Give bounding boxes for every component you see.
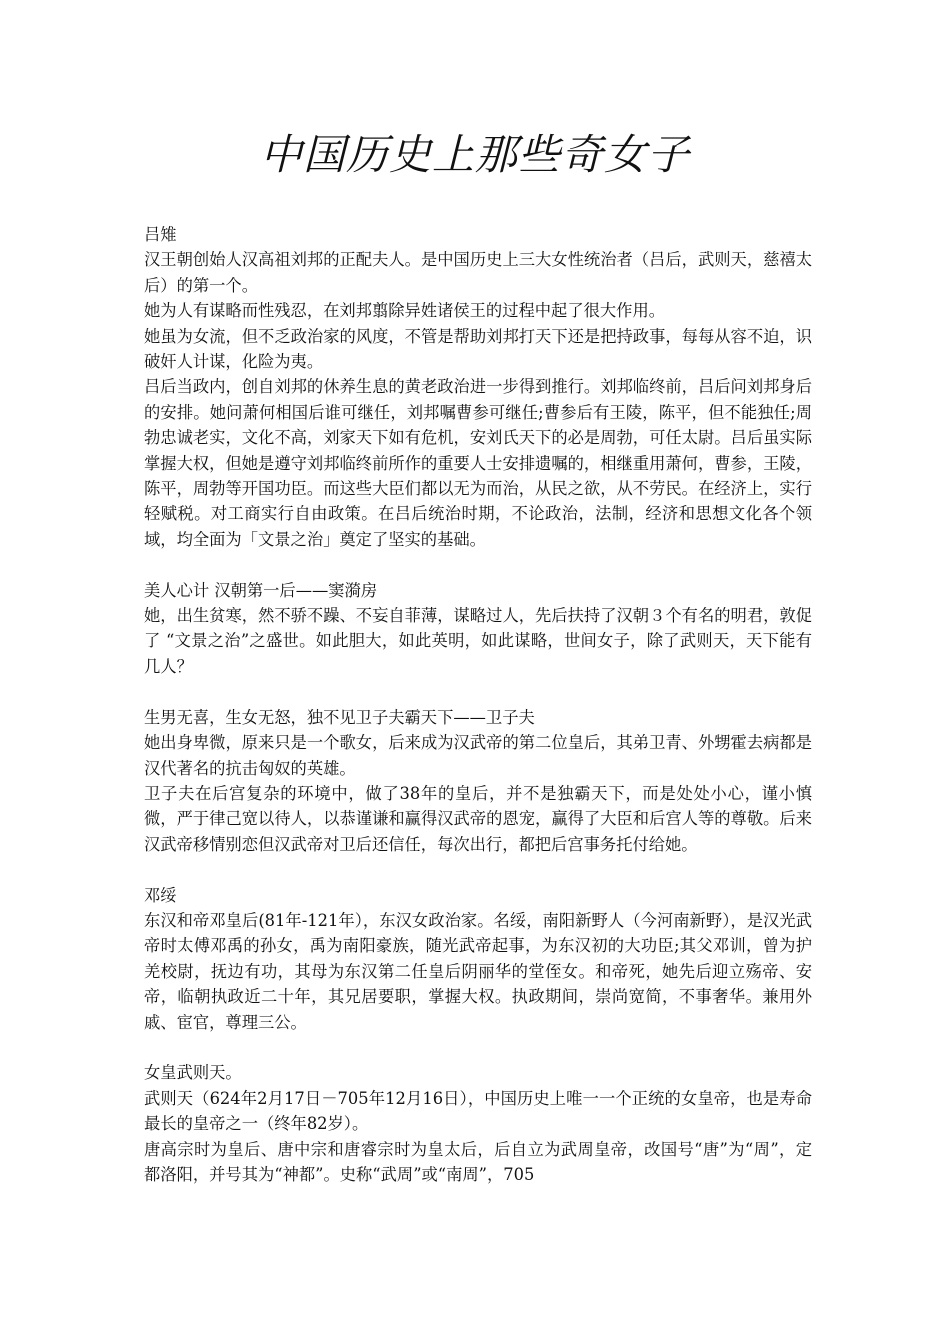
section-heading: 美人心计 汉朝第一后——窦漪房 — [144, 580, 378, 600]
paragraph: 汉王朝创始人汉高祖刘邦的正配夫人。是中国历史上三大女性统治者（吕后，武则天，慈禧太后）的第一个。 — [144, 250, 812, 295]
section-deng-sui — [144, 883, 812, 1035]
document-body — [144, 222, 812, 1213]
section-heading: 吕雉 — [144, 225, 177, 244]
section-heading: 女皇武则天。 — [144, 1063, 242, 1083]
paragraph: 唐高宗时为皇后、唐中宗和唐睿宗时为皇太后，后自立为武周皇帝，改国号“唐”为“周”，定都洛阳，并号其为“神都”。史称“武周”或“南周”，705 — [144, 1139, 812, 1184]
section-dou-yifang — [144, 578, 812, 680]
section-wei-zifu — [144, 705, 812, 857]
section-heading: 邓绥 — [144, 885, 177, 905]
section-lv-zhi — [144, 222, 812, 552]
paragraph: 东汉和帝邓皇后(81年-121年），东汉女政治家。名绥，南阳新野人（今河南新野），是汉光武帝时太傅邓禹的孙女，禹为南阳豪族，随光武帝起事，为东汉初的大功臣;其父邓训，曾为护羌校尉，抚边有功，其母为东汉第二任皇后阴丽华的堂侄女。和帝死，她先后迎立殇帝、安帝，临朝执政近二十年，其兄居要职，掌握大权。执政期间，崇尚宽简，不事奢华。兼用外戚、宦官，尊理三公。 — [144, 910, 812, 1032]
section-wu-zetian — [144, 1060, 812, 1187]
section-heading: 生男无喜，生女无怒，独不见卫子夫霸天下——卫子夫 — [144, 707, 535, 727]
paragraph: 武则天（624年2月17日－705年12月16日），中国历史上唯一一个正统的女皇帝，也是寿命最长的皇帝之一（终年82岁）。 — [144, 1088, 812, 1134]
paragraph: 卫子夫在后宫复杂的环境中，做了38年的皇后，并不是独霸天下，而是处处小心，谨小慎微，严于律己宽以待人，以恭谨谦和赢得汉武帝的恩宠，赢得了大臣和后宫人等的尊敬。后来汉武帝移情别恋但汉武帝对卫后还信任，每次出行，都把后宫事务托付给她。 — [144, 783, 812, 854]
paragraph: 她，出生贫寒，然不骄不躁、不妄自菲薄，谋略过人，先后扶持了汉朝３个有名的明君，敦促了 “文景之治”之盛世。如此胆大，如此英明，如此谋略，世间女子，除了武则天，天下能有几人？ — [144, 606, 812, 676]
paragraph: 她出身卑微，原来只是一个歌女，后来成为汉武帝的第二位皇后，其弟卫青、外甥霍去病都是汉代著名的抗击匈奴的英雄。 — [144, 733, 812, 778]
paragraph: 她虽为女流，但不乏政治家的风度，不管是帮助刘邦打天下还是把持政事，每每从容不迫，识破奸人计谋，化险为夷。 — [144, 326, 812, 372]
document-title: 中国历史上那些奇女子 — [259, 130, 690, 179]
paragraph: 她为人有谋略而性残忍，在刘邦翦除异姓诸侯王的过程中起了很大作用。 — [144, 301, 666, 321]
paragraph: 吕后当政内，创自刘邦的休养生息的黄老政治进一步得到推行。刘邦临终前，吕后问刘邦身后的安排。她问萧何相国后谁可继任，刘邦嘱曹参可继任;曹参后有王陵，陈平，但不能独任;周勃忠诚老实，文化不高，刘家天下如有危机，安刘氏天下的必是周勃，可任太尉。吕后虽实际掌握大权，但她是遵守刘邦临终前所作的重要人士安排遗嘱的，相继重用萧何，曹参，王陵，陈平，周勃等开国功臣。而这些大臣们都以无为而治，从民之欲，从不劳民。在经济上，实行轻赋税。对工商实行自由政策。在吕后统治时期，不论政治，法制，经济和思想文化各个领域，均全面为「文景之治」奠定了坚实的基础。 — [144, 377, 812, 549]
